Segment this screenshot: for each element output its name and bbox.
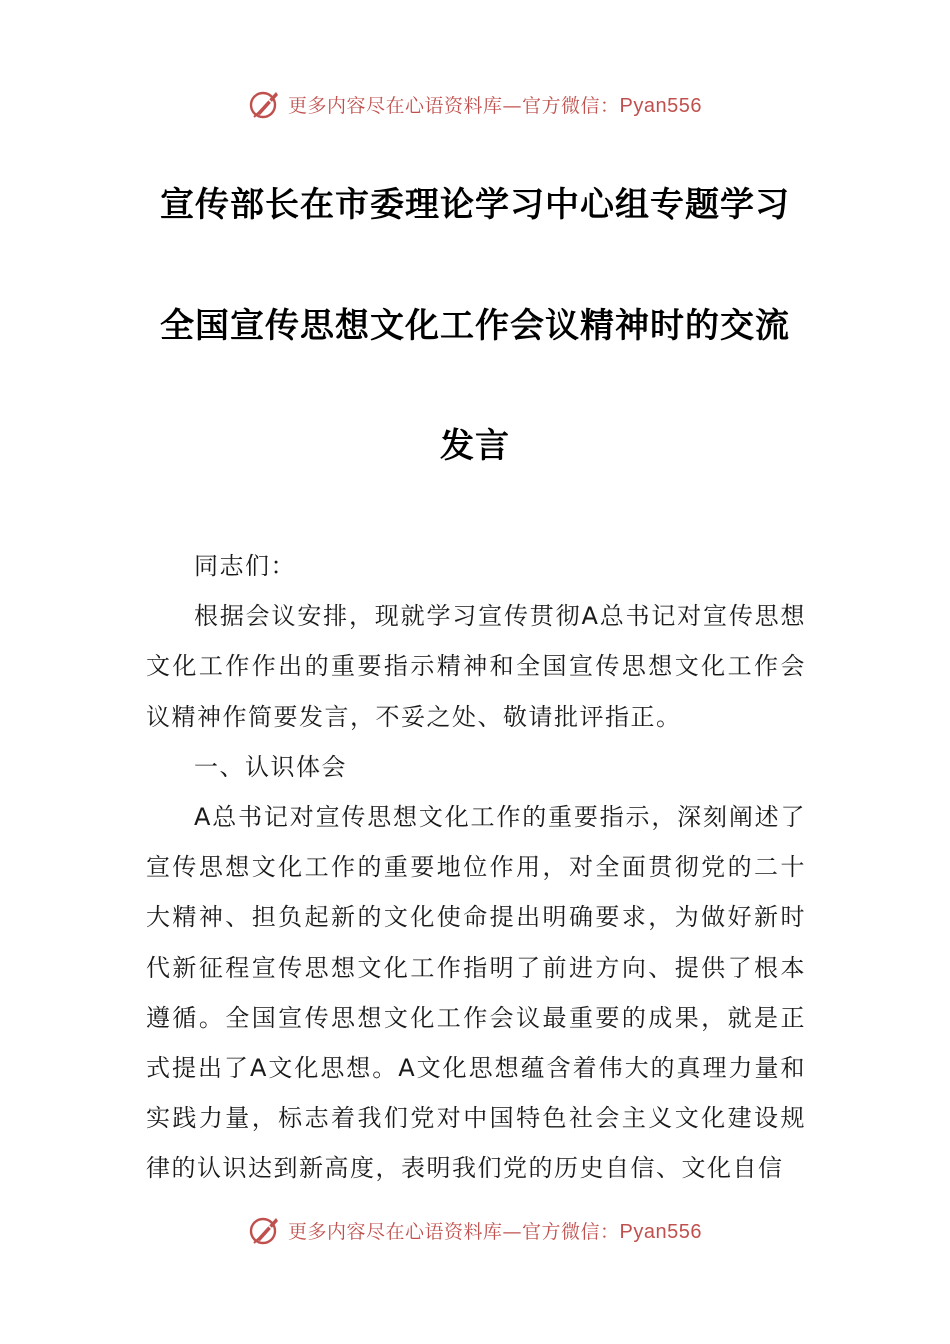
watermark-label: 更多内容尽在心语资料库—官方微信： — [288, 94, 620, 117]
quill-logo-icon — [248, 1213, 282, 1247]
paragraph-body: A总书记对宣传思想文化工作的重要指示，深刻阐述了宣传思想文化工作的重要地位作用，对全面贯彻党的二十大精神、担负起新的文化使命提出明确要求，为做好新时代新征程宣传思想文化工作指明了前进方向、提供了根本遵循。全国宣传思想文化工作会议最重要的成果，就是正式提出了A文化思想。A文化思想蕴含着伟大的真理力量和实践力量，标志着我们党对中国特色社会主义文化建设规律的认识达到新高度，表明我们党的历史自信、文化自信 — [146, 803, 806, 1183]
watermark-label: 更多内容尽在心语资料库—官方微信： — [288, 1220, 620, 1243]
document-title-line-3: 发言 — [440, 426, 510, 466]
document-body — [146, 541, 806, 1194]
watermark-handle: Pyan556 — [619, 1220, 702, 1243]
quill-logo-icon — [248, 87, 282, 121]
watermark-handle: Pyan556 — [619, 94, 702, 117]
section-heading: 一、认识体会 — [194, 752, 347, 781]
watermark-text — [288, 1217, 702, 1244]
watermark-footer — [0, 1208, 950, 1252]
document-title-line-2: 全国宣传思想文化工作会议精神时的交流 — [160, 306, 790, 346]
document-title-line-1: 宣传部长在市委理论学习中心组专题学习 — [160, 185, 790, 225]
paragraph-intro: 根据会议安排，现就学习宣传贯彻A总书记对宣传思想文化工作作出的重要指示精神和全国宣传思想文化工作会议精神作简要发言，不妥之处、敬请批评指正。 — [146, 602, 806, 731]
watermark-text — [288, 91, 702, 118]
watermark-header — [0, 82, 950, 126]
salutation: 同志们： — [194, 552, 296, 580]
